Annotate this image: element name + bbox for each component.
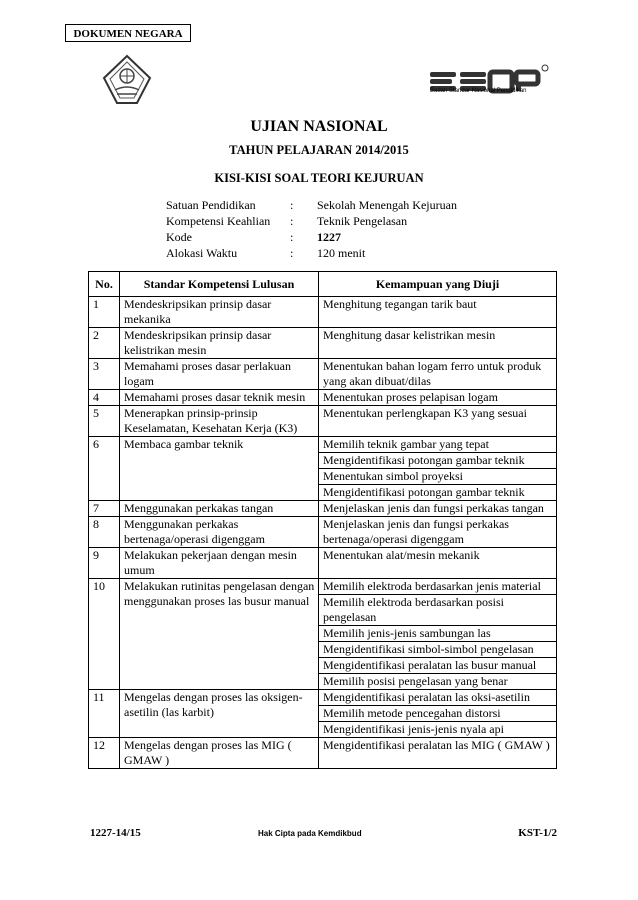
header-no: No. — [89, 272, 120, 297]
competency-standard: Mendeskripsikan prinsip dasar mekanika — [120, 297, 319, 328]
tested-ability: Menjelaskan jenis dan fungsi perkakas tangan — [319, 501, 557, 517]
table-row — [89, 406, 557, 437]
table-row — [89, 517, 557, 548]
tested-ability: Memilih posisi pengelasan yang benar — [319, 674, 557, 690]
meta-value: Sekolah Menengah Kejuruan — [317, 198, 457, 212]
meta-row-satuan — [166, 197, 517, 213]
competency-standard: Mendeskripsikan prinsip dasar kelistrikan mesin — [120, 328, 319, 359]
meta-value: 1227 — [317, 230, 341, 244]
bsnp-tagline: Badan Standar Nasional Pendidikan — [430, 88, 527, 94]
page-footer — [90, 827, 557, 843]
competency-standard: Melakukan rutinitas pengelasan dengan menggunakan proses las busur manual — [120, 579, 319, 690]
meta-key: Kode — [166, 230, 192, 244]
tested-ability: Menentukan simbol proyeksi — [319, 469, 557, 485]
table-row — [89, 297, 557, 328]
header-kd: Kemampuan yang Diuji — [319, 272, 557, 297]
competency-standard: Mengelas dengan proses las oksigen-asetilin (las karbit) — [120, 690, 319, 738]
meta-colon: : — [290, 246, 294, 260]
tested-ability: Mengidentifikasi potongan gambar teknik — [319, 453, 557, 469]
table-row — [89, 738, 557, 769]
document-subtitle: KISI-KISI SOAL TEORI KEJURUAN — [214, 171, 424, 185]
table-row — [89, 690, 557, 706]
competency-table — [88, 271, 557, 769]
meta-value: 120 menit — [317, 246, 366, 260]
tested-ability: Memilih elektroda berdasarkan jenis material — [319, 579, 557, 595]
competency-standard: Melakukan pekerjaan dengan mesin umum — [120, 548, 319, 579]
table-header-row — [89, 272, 557, 297]
tested-ability: Menjelaskan jenis dan fungsi perkakas bertenaga/operasi digenggam — [319, 517, 557, 548]
row-number: 8 — [89, 517, 120, 548]
tested-ability: Mengidentifikasi peralatan las busur manual — [319, 658, 557, 674]
competency-standard: Menggunakan perkakas tangan — [120, 501, 319, 517]
exam-title: UJIAN NASIONAL — [250, 118, 388, 135]
meta-colon: : — [290, 214, 294, 228]
row-number: 11 — [89, 690, 120, 738]
tested-ability: Menentukan alat/mesin mekanik — [319, 548, 557, 579]
row-number: 4 — [89, 390, 120, 406]
meta-value: Teknik Pengelasan — [317, 214, 408, 228]
row-number: 10 — [89, 579, 120, 690]
competency-standard: Menggunakan perkakas bertenaga/operasi digenggam — [120, 517, 319, 548]
meta-row-kode — [166, 229, 517, 245]
tested-ability: Memilih teknik gambar yang tepat — [319, 437, 557, 453]
table-row — [89, 501, 557, 517]
document-classification-label: DOKUMEN NEGARA — [65, 24, 191, 42]
tested-ability: Memilih metode pencegahan distorsi — [319, 706, 557, 722]
bsnp-logo-icon — [430, 58, 550, 106]
row-number: 7 — [89, 501, 120, 517]
tested-ability: Memilih jenis-jenis sambungan las — [319, 626, 557, 642]
tested-ability: Menghitung tegangan tarik baut — [319, 297, 557, 328]
meta-colon: : — [290, 198, 294, 212]
table-row — [89, 328, 557, 359]
row-number: 1 — [89, 297, 120, 328]
footer-copyright: Hak Cipta pada Kemdikbud — [258, 829, 362, 838]
row-number: 3 — [89, 359, 120, 390]
row-number: 5 — [89, 406, 120, 437]
competency-standard: Memahami proses dasar teknik mesin — [120, 390, 319, 406]
table-row — [89, 359, 557, 390]
tut-wuri-handayani-emblem-icon — [101, 54, 153, 106]
meta-key: Alokasi Waktu — [166, 246, 238, 260]
tested-ability: Menentukan perlengkapan K3 yang sesuai — [319, 406, 557, 437]
footer-code: 1227-14/15 — [90, 827, 141, 839]
table-body — [89, 297, 557, 769]
header-skl: Standar Kompetensi Lulusan — [120, 272, 319, 297]
tested-ability: Memilih elektroda berdasarkan posisi pengelasan — [319, 595, 557, 626]
tested-ability: Mengidentifikasi simbol-simbol pengelasan — [319, 642, 557, 658]
tested-ability: Mengidentifikasi peralatan las oksi-asetilin — [319, 690, 557, 706]
exam-metadata — [166, 197, 517, 261]
meta-row-alokasi — [166, 245, 517, 261]
academic-year: TAHUN PELAJARAN 2014/2015 — [229, 143, 409, 157]
tested-ability: Menghitung dasar kelistrikan mesin — [319, 328, 557, 359]
table-row — [89, 548, 557, 579]
meta-row-kompetensi — [166, 213, 517, 229]
row-number: 12 — [89, 738, 120, 769]
tested-ability: Menentukan proses pelapisan logam — [319, 390, 557, 406]
meta-key: Satuan Pendidikan — [166, 198, 256, 212]
competency-standard: Membaca gambar teknik — [120, 437, 319, 501]
row-number: 6 — [89, 437, 120, 501]
tested-ability: Mengidentifikasi potongan gambar teknik — [319, 485, 557, 501]
meta-key: Kompetensi Keahlian — [166, 214, 271, 228]
table-row — [89, 390, 557, 406]
table-row — [89, 437, 557, 453]
competency-standard: Memahami proses dasar perlakuan logam — [120, 359, 319, 390]
row-number: 2 — [89, 328, 120, 359]
tested-ability: Mengidentifikasi peralatan las MIG ( GMAW ) — [319, 738, 557, 769]
competency-standard: Mengelas dengan proses las MIG ( GMAW ) — [120, 738, 319, 769]
table-row — [89, 579, 557, 595]
footer-page: KST-1/2 — [518, 827, 557, 839]
tested-ability: Mengidentifikasi jenis-jenis nyala api — [319, 722, 557, 738]
meta-colon: : — [290, 230, 294, 244]
tested-ability: Menentukan bahan logam ferro untuk produk yang akan dibuat/dilas — [319, 359, 557, 390]
row-number: 9 — [89, 548, 120, 579]
competency-standard: Menerapkan prinsip-prinsip Keselamatan, Kesehatan Kerja (K3) — [120, 406, 319, 437]
